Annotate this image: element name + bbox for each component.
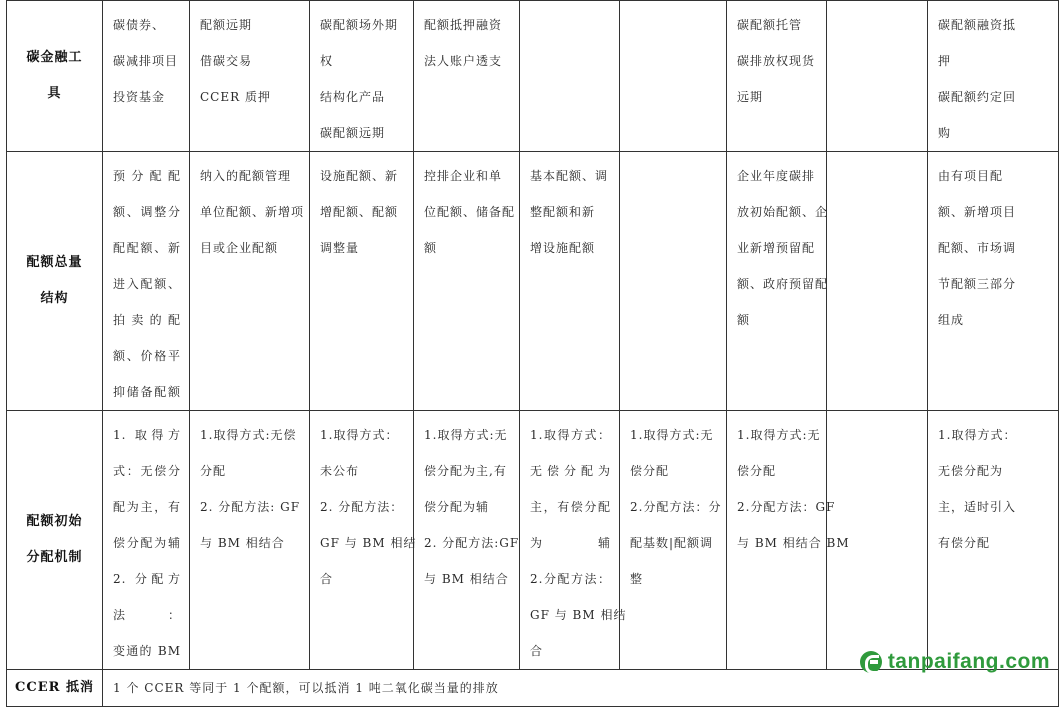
cell-line: 额、政府预留配 bbox=[737, 277, 829, 291]
cell-line: 碳减排项目 bbox=[113, 54, 179, 68]
cell-line: 整配额和新 bbox=[530, 205, 596, 219]
table-cell bbox=[928, 152, 1059, 411]
table-cell bbox=[190, 1, 310, 152]
row-header: CCER 抵消 bbox=[7, 670, 103, 707]
table-cell bbox=[827, 1, 928, 152]
cell-line: 为辅 bbox=[530, 536, 611, 550]
cell-line: 碳配额远期 bbox=[320, 126, 386, 140]
cell-line: 投资基金 bbox=[113, 90, 166, 104]
row-header-line: 分配机制 bbox=[26, 550, 83, 565]
cell-line: 额 bbox=[424, 241, 438, 255]
row-header bbox=[7, 1, 103, 152]
cell-line: 偿分配为主,有 bbox=[424, 464, 507, 478]
cell-line: 位配额、储备配 bbox=[424, 205, 516, 219]
cell-line: 结构化产品 bbox=[320, 90, 386, 104]
row-header-line: 配额初始 bbox=[26, 514, 83, 529]
row-header bbox=[7, 411, 103, 670]
cell-line: 节配额三部分 bbox=[938, 277, 1017, 291]
table-cell bbox=[190, 152, 310, 411]
cell-line: 1. 取得方 bbox=[113, 428, 181, 442]
cell-line: 主，有偿分配 bbox=[530, 500, 611, 514]
cell-line: 企业年度碳排 bbox=[737, 169, 816, 183]
cell-line: 增设施配额 bbox=[530, 241, 596, 255]
cell-line: 主，适时引入 bbox=[938, 500, 1017, 514]
cell-line: 组成 bbox=[938, 313, 965, 327]
cell-line: 变通的 BM bbox=[113, 644, 181, 658]
table-cell bbox=[620, 411, 727, 670]
cell-line: 额、价格平 bbox=[113, 349, 181, 363]
cell-line: 权 bbox=[320, 54, 334, 68]
table-row bbox=[7, 152, 1059, 411]
cell-line: 额、新增项目 bbox=[938, 205, 1017, 219]
cell-line: 2. 分配方 bbox=[113, 572, 181, 586]
tanpaifang-logo-icon bbox=[860, 651, 882, 673]
cell-line: 式：无偿分 bbox=[113, 464, 181, 478]
table-cell bbox=[928, 411, 1059, 670]
cell-line: 额、调整分 bbox=[113, 205, 181, 219]
cell-line: 配额远期 bbox=[200, 18, 253, 32]
table-cell bbox=[310, 411, 417, 670]
cell-line: 购 bbox=[938, 126, 952, 140]
cell-line: 1.取得方式： bbox=[320, 428, 399, 442]
row-header-line: 结构 bbox=[40, 291, 69, 306]
cell-line: 调整量 bbox=[320, 241, 360, 255]
cell-line: 与 BM 相结合 bbox=[200, 536, 285, 550]
ccer-offset-row bbox=[7, 670, 1059, 707]
table-cell bbox=[190, 411, 310, 670]
cell-line: 与 BM 相结合 bbox=[424, 572, 509, 586]
cell-line: 碳配额场外期 bbox=[320, 18, 399, 32]
cell-line: 2. 分配方法: GF bbox=[200, 500, 301, 514]
cell-line: 放初始配额、企 bbox=[737, 205, 829, 219]
cell-line: 押 bbox=[938, 54, 952, 68]
cell-line: 2. 分配方法:GF bbox=[424, 536, 520, 550]
ccer-offset-description: 1 个 CCER 等同于 1 个配额，可以抵消 1 吨二氧化碳当量的排放 bbox=[103, 670, 1059, 707]
cell-line: 1.取得方式： bbox=[530, 428, 611, 442]
table-cell bbox=[620, 1, 727, 152]
cell-line: 增配额、配额 bbox=[320, 205, 399, 219]
cell-line: 合 bbox=[320, 572, 334, 586]
cell-line: 配额、市场调 bbox=[938, 241, 1017, 255]
cell-line: 纳入的配额管理 bbox=[200, 169, 292, 183]
cell-line: 分配 bbox=[200, 464, 227, 478]
cell-line: 进入配额、 bbox=[113, 277, 181, 291]
cell-line: 偿分配为辅 bbox=[424, 500, 490, 514]
cell-line: 碳配额托管 bbox=[737, 18, 803, 32]
table-cell bbox=[103, 152, 190, 411]
row-header bbox=[7, 152, 103, 411]
cell-line: 配基数|配额调 bbox=[630, 536, 714, 550]
cell-line: 偿分配 bbox=[630, 464, 670, 478]
cell-line: CCER 质押 bbox=[200, 90, 271, 104]
cell-line: 碳排放权现货 bbox=[737, 54, 816, 68]
watermark-text: tanpaifang.com bbox=[887, 650, 1050, 673]
cell-line: GF 与 BM 相结 bbox=[530, 608, 627, 622]
cell-line: 借碳交易 bbox=[200, 54, 253, 68]
cell-line: GF 与 BM 相结 bbox=[320, 536, 417, 550]
cell-line: 远期 bbox=[737, 90, 764, 104]
cell-line: 由有项目配 bbox=[938, 169, 1004, 183]
cell-line: 1.取得方式:无偿 bbox=[200, 428, 297, 442]
table-cell bbox=[727, 411, 850, 670]
table-cell bbox=[520, 152, 620, 411]
cell-line: 无偿分配为 bbox=[938, 464, 1004, 478]
cell-line: 目或企业配额 bbox=[200, 241, 279, 255]
cell-line: 整 bbox=[630, 572, 644, 586]
table-row bbox=[7, 411, 1059, 670]
table-cell bbox=[620, 152, 727, 411]
table-cell bbox=[827, 152, 928, 411]
cell-line: 2.分配方法：GF bbox=[737, 500, 836, 514]
cell-line: 与 BM 相结合 BM bbox=[737, 536, 850, 550]
cell-line: 合 bbox=[530, 644, 544, 658]
table-cell bbox=[928, 1, 1059, 152]
cell-line: 配额抵押融资 bbox=[424, 18, 503, 32]
cell-line: 单位配额、新增项 bbox=[200, 205, 305, 219]
table-cell bbox=[727, 152, 827, 411]
cell-line: 1.取得方式:无 bbox=[737, 428, 821, 442]
cell-line: 预分配配 bbox=[113, 169, 181, 183]
table-cell bbox=[520, 1, 620, 152]
cell-line: 业新增预留配 bbox=[737, 241, 816, 255]
cell-line: 控排企业和单 bbox=[424, 169, 503, 183]
cell-line: 未公布 bbox=[320, 464, 360, 478]
row-header-line: 具 bbox=[47, 86, 62, 101]
cell-line: 偿分配为辅 bbox=[113, 536, 181, 550]
cell-line: 配配额、新 bbox=[113, 241, 181, 255]
cell-line: 2.分配方法： bbox=[530, 572, 611, 586]
table-cell bbox=[414, 1, 520, 152]
table-cell bbox=[414, 411, 520, 670]
cell-line: 碳配额约定回 bbox=[938, 90, 1017, 104]
cell-line: 有偿分配 bbox=[938, 536, 991, 550]
cell-line: 法： bbox=[113, 608, 181, 622]
carbon-market-comparison-table bbox=[6, 0, 1059, 707]
cell-line: 2. 分配方法： bbox=[320, 500, 404, 514]
cell-line: 抑储备配额 bbox=[113, 385, 181, 399]
table-cell bbox=[520, 411, 627, 670]
cell-line: 无偿分配为 bbox=[530, 464, 611, 478]
watermark bbox=[860, 650, 1050, 674]
cell-line: 碳配额融资抵 bbox=[938, 18, 1017, 32]
cell-line: 额 bbox=[737, 313, 751, 327]
row-header-line: 配额总量 bbox=[26, 255, 83, 270]
table-body bbox=[7, 1, 1059, 707]
cell-line: 拍卖的配 bbox=[113, 313, 181, 327]
table-row bbox=[7, 1, 1059, 152]
table-cell bbox=[310, 1, 414, 152]
cell-line: 设施配额、新 bbox=[320, 169, 399, 183]
table-cell bbox=[103, 1, 190, 152]
table-cell bbox=[310, 152, 414, 411]
table-cell bbox=[414, 152, 520, 411]
table-cell bbox=[727, 1, 827, 152]
cell-line: 偿分配 bbox=[737, 464, 777, 478]
cell-line: 2.分配方法：分 bbox=[630, 500, 722, 514]
cell-line: 1.取得方式:无 bbox=[424, 428, 508, 442]
cell-line: 1.取得方式:无 bbox=[630, 428, 714, 442]
cell-line: 基本配额、调 bbox=[530, 169, 609, 183]
cell-line: 1.取得方式： bbox=[938, 428, 1017, 442]
cell-line: 法人账户透支 bbox=[424, 54, 503, 68]
cell-line: 碳债券、 bbox=[113, 18, 166, 32]
row-header-line: 碳金融工 bbox=[26, 50, 83, 65]
cell-line: 配为主，有 bbox=[113, 500, 181, 514]
table-cell bbox=[103, 411, 190, 670]
